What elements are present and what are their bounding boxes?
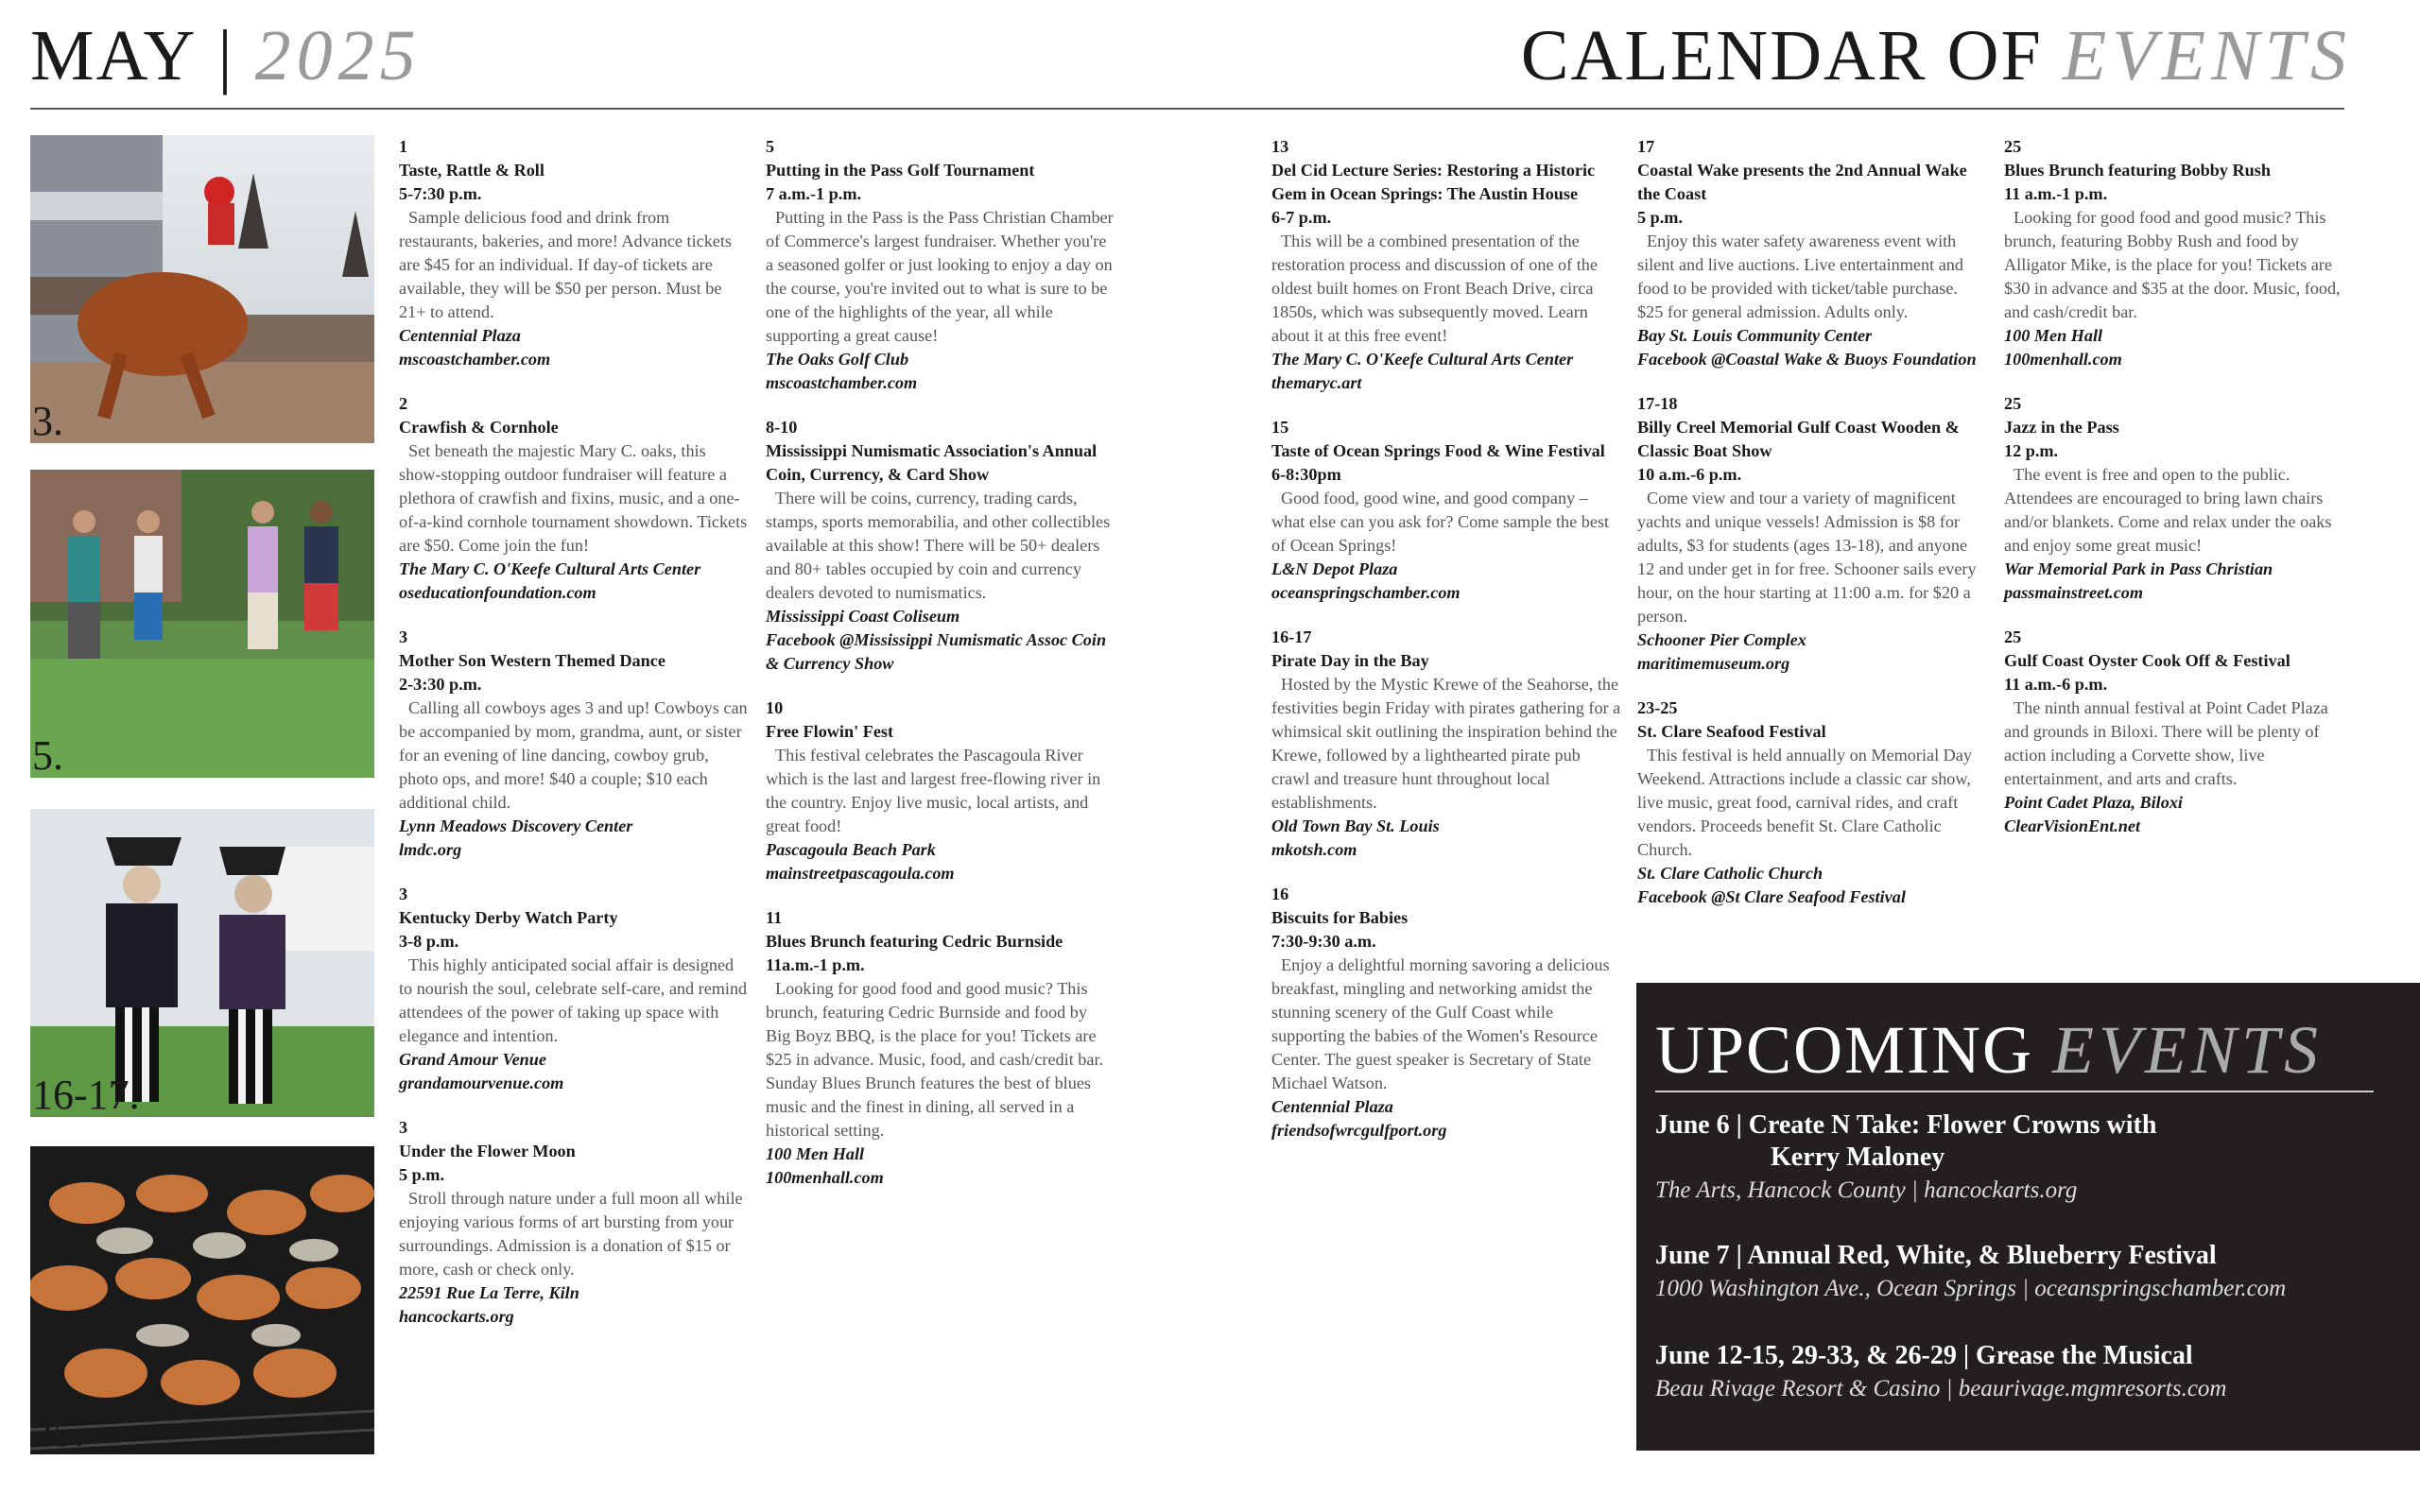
event-time: 3-8 p.m. [399,932,459,951]
event-description: Come view and tour a variety of magnificent yachts and unique vessels! Admission is $8 for adults, $3 for students (ages 13-18), and anyone 12 and under get in for free. Schooner sails every hour, on the hour starting at 11:00 a.m. for $20 a person. [1637,489,1977,626]
event-description: The ninth annual festival at Point Cadet Plaza and grounds in Biloxi. There will be plenty of action including a Corvette show, live entertainment, and arts and crafts. [2004,698,2328,788]
event-entry [399,392,749,605]
event-time: 2-3:30 p.m. [399,675,482,694]
event-location: Mississippi Coast Coliseum [766,607,960,626]
event-url[interactable]: 100menhall.com [766,1168,884,1187]
event-url[interactable]: mainstreetpascagoula.com [766,864,955,883]
event-url[interactable]: 100menhall.com [2004,350,2122,369]
event-entry [1271,883,1621,1143]
event-title: Putting in the Pass Golf Tournament [766,161,1035,180]
event-date: 16-17 [1271,627,1312,646]
event-time: 6-7 p.m. [1271,208,1332,227]
upcoming-item [1655,1340,2402,1406]
event-date: 23-25 [1637,698,1678,717]
event-url[interactable]: themaryc.art [1271,373,1362,392]
upcoming-when: June 12-15, 29-33, & 26-29 | Grease the Musical [1655,1341,2193,1370]
event-time: 5-7:30 p.m. [399,184,482,203]
event-location: The Mary C. O'Keefe Cultural Arts Center [399,559,701,578]
upcoming-when: June 7 | Annual Red, White, & Blueberry Festival [1655,1241,2217,1270]
event-description: This festival celebrates the Pascagoula River which is the last and largest free-flowing river in the country. Enjoy live music, local artists, and great food! [766,746,1101,835]
event-entry [399,135,749,371]
year-label: 2025 [254,16,422,95]
event-description: Stroll through nature under a full moon all while enjoying various forms of art bursting from your surroundings. Admission is a donation of $15 or more, cash or check only. [399,1189,743,1279]
photo-oysters [30,1146,374,1454]
event-description: Calling all cowboys ages 3 and up! Cowboys can be accompanied by mom, grandma, aunt, or sister for an evening of line dancing, cowboy grub, photo ops, and more! $40 a couple; $10 each additional child. [399,698,748,812]
event-location: Old Town Bay St. Louis [1271,816,1440,835]
event-description: This festival is held annually on Memorial Day Weekend. Attractions include a classic car show, live music, great food, carnival rides, and craft vendors. Proceeds benefit St. Clare Catholic Church. [1637,746,1972,859]
event-description: Hosted by the Mystic Krewe of the Seahorse, the festivities begin Friday with pirates gathering for a whimsical skit outlining the inspiration behind the Krewe, followed by a lighthearted pirate pub crawl and treasure hunt throughout local establishments. [1271,675,1621,812]
event-date: 2 [399,394,408,413]
event-entry [766,696,1115,885]
event-date: 10 [766,698,784,717]
event-url[interactable]: Facebook @St Clare Seafood Festival [1637,887,1906,906]
event-date: 25 [2004,137,2022,156]
title-accent: EVENTS [2062,16,2352,95]
event-description: Looking for good food and good music? This brunch, featuring Bobby Rush and food by Alligator Mike, is the place for you! Tickets are $30 in advance and $35 at the door. Music, food, and cash/credit bar. [2004,208,2341,321]
upcoming-when-cont: Kerry Maloney [1771,1143,1945,1172]
events-column-5 [2004,135,2354,859]
events-column-3 [1271,135,1621,1163]
event-location: Pascagoula Beach Park [766,840,936,859]
event-time: 11 a.m.-1 p.m. [2004,184,2108,203]
event-entry [1271,135,1621,395]
event-time: 11 a.m.-6 p.m. [2004,675,2108,694]
event-url[interactable]: Facebook @Coastal Wake & Buoys Foundation [1637,350,1977,369]
event-location: Grand Amour Venue [399,1050,546,1069]
event-entry [399,883,749,1095]
event-title: Kentucky Derby Watch Party [399,908,618,927]
event-time: 10 a.m.-6 p.m. [1637,465,1742,484]
event-location: Bay St. Louis Community Center [1637,326,1873,345]
event-location: Lynn Meadows Discovery Center [399,816,633,835]
event-location: War Memorial Park in Pass Christian [2004,559,2273,578]
event-date: 1 [399,137,408,156]
upcoming-details: Beau Rivage Resort & Casino | beaurivage.mgmresorts.com [1655,1376,2227,1401]
event-location: The Mary C. O'Keefe Cultural Arts Center [1271,350,1574,369]
event-url[interactable]: hancockarts.org [399,1307,514,1326]
event-description: Good food, good wine, and good company – what else can you ask for? Come sample the best of Ocean Springs! [1271,489,1610,555]
event-time: 5 p.m. [1637,208,1683,227]
upcoming-item [1655,1240,2402,1306]
event-location: Centennial Plaza [399,326,521,345]
event-title: Biscuits for Babies [1271,908,1409,927]
event-title: Del Cid Lecture Series: Restoring a Historic Gem in Ocean Springs: The Austin House [1271,161,1596,203]
upcoming-details: 1000 Washington Ave., Ocean Springs | oceanspringschamber.com [1655,1276,2287,1301]
event-title: Billy Creel Memorial Gulf Coast Wooden & Classic Boat Show [1637,418,1960,460]
event-entry [399,1116,749,1329]
event-title: Mississippi Numismatic Association's Annual Coin, Currency, & Card Show [766,441,1098,484]
event-location: 22591 Rue La Terre, Kiln [399,1283,579,1302]
header-separator: | [217,16,234,95]
upcoming-title [1655,1011,2323,1090]
upcoming-title-accent: EVENTS [2052,1012,2324,1088]
photo-date-label: 16-17. [32,1072,140,1117]
event-description: Enjoy a delightful morning savoring a delicious breakfast, mingling and networking amidst the stunning scenery of the Gulf Coast while supporting the babies of the Women's Resource Center. The guest speaker is Secretary of State Michael Watson. [1271,955,1610,1092]
event-description: The event is free and open to the public. Attendees are encouraged to bring lawn chairs and/or blankets. Come and relax under the oaks and enjoy some great music! [2004,465,2332,555]
event-date: 15 [1271,418,1289,437]
event-url[interactable]: Facebook @Mississippi Numismatic Assoc Coin & Currency Show [766,630,1107,673]
event-entry [766,135,1115,395]
month-heading [30,13,422,98]
event-description: This highly anticipated social affair is designed to nourish the soul, celebrate self-care, and remind attendees of the power of taking up space with elegance and intention. [399,955,748,1045]
event-entry [1637,696,1987,909]
event-location: L&N Depot Plaza [1271,559,1398,578]
event-description: There will be coins, currency, trading cards, stamps, sports memorabilia, and other collectibles available at this show! There will be 50+ dealers and 80+ tables occupied by coin and currency dealers devoted to numismatics. [766,489,1111,602]
photo-date-label: 5. [32,732,63,778]
event-description: Sample delicious food and drink from restaurants, bakeries, and more! Advance tickets are $45 for an individual. If day-of tickets are available, they will be $50 per person. Must be 21+ to attend. [399,208,732,321]
event-url[interactable]: lmdc.org [399,840,462,859]
event-date: 13 [1271,137,1289,156]
event-location: St. Clare Catholic Church [1637,864,1824,883]
event-url[interactable]: ClearVisionEnt.net [2004,816,2141,835]
event-date: 16 [1271,885,1289,903]
event-url[interactable]: passmainstreet.com [2004,583,2144,602]
event-date: 3 [399,627,408,646]
event-location: Schooner Pier Complex [1637,630,1806,649]
event-location: Point Cadet Plaza, Biloxi [2004,793,2183,812]
event-entry [1271,626,1621,862]
event-url[interactable]: mscoastchamber.com [399,350,551,369]
events-column-4 [1637,135,1987,930]
event-date: 25 [2004,394,2022,413]
event-title: Pirate Day in the Bay [1271,651,1429,670]
event-title: Blues Brunch featuring Bobby Rush [2004,161,2271,180]
event-entry [2004,135,2354,371]
event-url[interactable]: friendsofwrcgulfport.org [1271,1121,1447,1140]
page-title [1521,13,2352,98]
event-entry [2004,392,2354,605]
event-url[interactable]: oceanspringschamber.com [1271,583,1461,602]
event-time: 6-8:30pm [1271,465,1341,484]
event-entry [766,906,1115,1190]
event-url[interactable]: oseducationfoundation.com [399,583,596,602]
event-url[interactable]: mscoastchamber.com [766,373,918,392]
upcoming-when: June 6 | Create N Take: Flower Crowns with [1655,1110,2157,1140]
event-description: Putting in the Pass is the Pass Christian Chamber of Commerce's largest fundraiser. Whether you're a seasoned golfer or just looking to enjoy a day on the course, you're invited out to what is sure to be one of the highlights of the year, all while supporting a great cause! [766,208,1114,345]
event-time: 12 p.m. [2004,441,2059,460]
upcoming-rule [1655,1091,2374,1092]
event-entry [766,416,1115,676]
event-url[interactable]: mkotsh.com [1271,840,1357,859]
event-location: Centennial Plaza [1271,1097,1393,1116]
title-text: CALENDAR OF [1520,16,2043,95]
event-title: Blues Brunch featuring Cedric Burnside [766,932,1063,951]
event-time: 7 a.m.-1 p.m. [766,184,862,203]
event-date: 3 [399,885,408,903]
event-date: 25 [2004,627,2022,646]
event-time: 5 p.m. [399,1165,444,1184]
event-description: Looking for good food and good music? This brunch, featuring Cedric Burnside and food by Big Boyz BBQ, is the place for you! Tickets are $25 in advance. Music, food, and cash/credit bar. Sunday Blues Brunch features the best of blues music and the finest in dining, all served in a historical setting. [766,979,1104,1140]
event-title: Crawfish & Cornhole [399,418,559,437]
event-entry [2004,626,2354,838]
event-title: Taste, Rattle & Roll [399,161,544,180]
event-title: Free Flowin' Fest [766,722,894,741]
header-rule [30,108,2344,110]
event-date: 5 [766,137,775,156]
event-title: Jazz in the Pass [2004,418,2119,437]
event-title: Coastal Wake presents the 2nd Annual Wake the Coast [1637,161,1967,203]
event-time: 11a.m.-1 p.m. [766,955,865,974]
upcoming-item [1655,1109,2402,1208]
event-description: This will be a combined presentation of the restoration process and discussion of one of the oldest built homes on Front Beach Drive, circa 1850s, which was subsequently moved. Learn about it at this free event! [1271,232,1598,345]
event-date: 8-10 [766,418,798,437]
event-title: Gulf Coast Oyster Cook Off & Festival [2004,651,2290,670]
event-description: Set beneath the majestic Mary C. oaks, this show-stopping outdoor fundraiser will feature a plethora of crawfish and fixins, music, and a one-of-a-kind cornhole tournament showdown. Tickets are $50. Come join the fun! [399,441,748,555]
event-url[interactable]: maritimemuseum.org [1637,654,1790,673]
event-date: 17-18 [1637,394,1678,413]
upcoming-details: The Arts, Hancock County | hancockarts.org [1655,1177,2078,1203]
photo-date-label: 25. [32,1409,84,1454]
event-title: Mother Son Western Themed Dance [399,651,666,670]
event-date: 17 [1637,137,1655,156]
event-url[interactable]: grandamourvenue.com [399,1074,564,1092]
event-entry [1637,135,1987,371]
events-column-2 [766,135,1115,1211]
event-title: Taste of Ocean Springs Food & Wine Festival [1271,441,1605,460]
event-title: St. Clare Seafood Festival [1637,722,1826,741]
photo-golfers [30,470,374,778]
events-column-1 [399,135,749,1349]
event-title: Under the Flower Moon [399,1142,576,1160]
event-entry [1271,416,1621,605]
event-date: 3 [399,1118,408,1137]
photo-date-label: 3. [32,398,63,443]
event-entry [1637,392,1987,676]
event-location: 100 Men Hall [2004,326,2103,345]
event-entry [399,626,749,862]
event-location: 100 Men Hall [766,1144,865,1163]
month-label: MAY [30,16,198,95]
photo-horse-race [30,135,374,443]
upcoming-events-panel [1636,983,2420,1451]
photo-pirates [30,809,374,1117]
event-description: Enjoy this water safety awareness event with silent and live auctions. Live entertainment and food to be provided with ticket/table purchase. $25 for general admission. Adults only. [1637,232,1963,321]
event-time: 7:30-9:30 a.m. [1271,932,1376,951]
event-location: The Oaks Golf Club [766,350,909,369]
event-date: 11 [766,908,783,927]
upcoming-title-text: UPCOMING [1655,1012,2034,1088]
